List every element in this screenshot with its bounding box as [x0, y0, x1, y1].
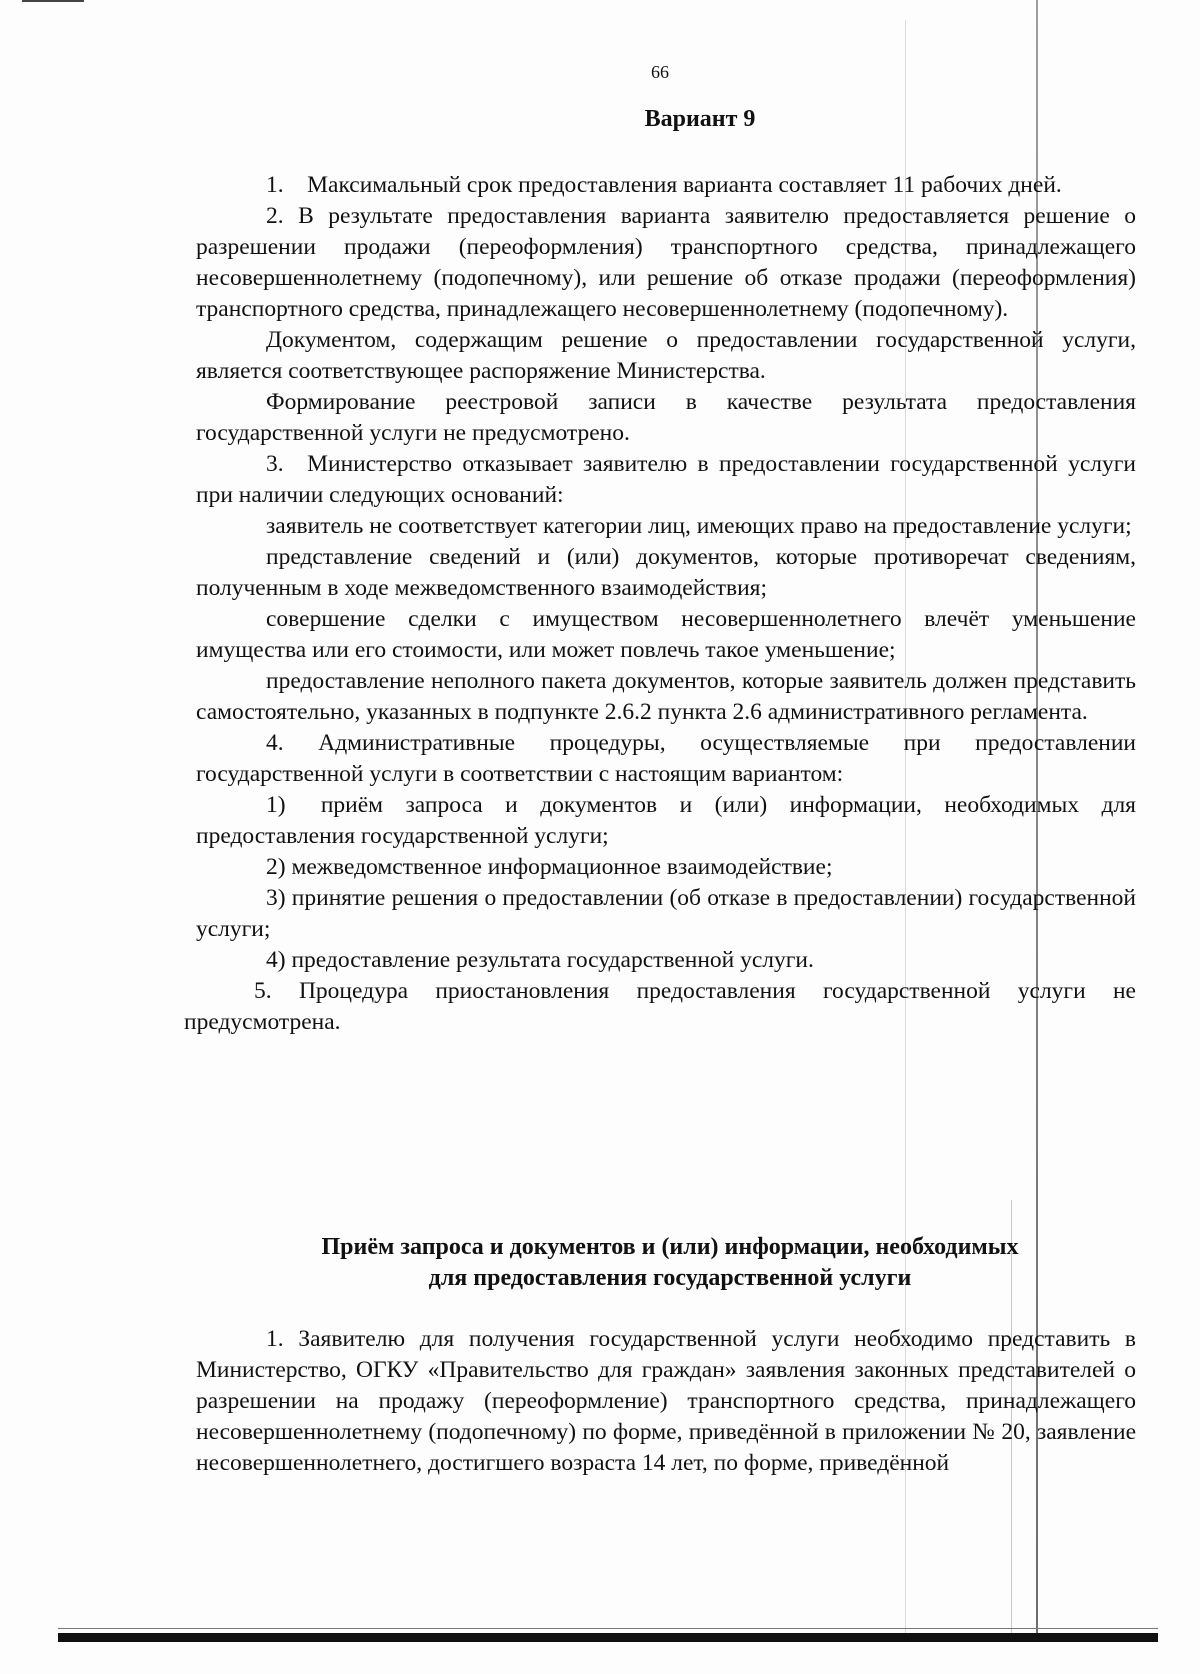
paragraph: 3. Министерство отказывает заявителю в предоставлении государственной услуги при наличии следующих оснований: [196, 451, 1136, 508]
paragraph: предоставление неполного пакета документов, которые заявитель должен представить самостоятельно, указанных в подпункте 2.6.2 пункта 2.6 административного регламента. [196, 668, 1136, 725]
section-heading [200, 1232, 1140, 1294]
paragraph: 4) предоставление результата государственной услуги. [266, 947, 814, 973]
paragraph: заявитель не соответствует категории лиц, имеющих право на предоставление услуги; [266, 513, 1132, 539]
section-heading-line: Приём запроса и документов и (или) информации, необходимых [321, 1234, 1019, 1260]
document-body [184, 170, 1136, 1038]
page-number: 66 [651, 62, 669, 82]
paragraph: 2) межведомственное информационное взаимодействие; [266, 854, 833, 880]
paragraph: 4. Административные процедуры, осуществляемые при предоставлении государственной услуги в соответствии с настоящим вариантом: [196, 730, 1136, 787]
paragraph: 1) приём запроса и документов и (или) информации, необходимых для предоставления государственной услуги; [196, 792, 1136, 849]
section-heading-line: для предоставления государственной услуги [428, 1265, 912, 1291]
paragraph: представление сведений и (или) документов, которые противоречат сведениям, полученным в ходе межведомственного взаимодействия; [196, 544, 1136, 601]
paragraph: 3) принятие решения о предоставлении (об отказе в предоставлении) государственной услуги; [196, 885, 1136, 942]
paragraph: Документом, содержащим решение о предоставлении государственной услуги, является соответствующее распоряжение Министерства. [196, 327, 1136, 384]
paragraph: совершение сделки с имуществом несовершеннолетнего влечёт уменьшение имущества или его стоимости, или может повлечь такое уменьшение; [196, 606, 1136, 663]
scan-artifact-top [22, 0, 84, 2]
page-title: Вариант 9 [644, 106, 756, 132]
paragraph: 5. Процедура приостановления предоставления государственной услуги не предусмотрена. [184, 978, 1136, 1035]
scan-artifact-bottom [58, 1628, 1158, 1629]
paragraph: 2. В результате предоставления варианта заявителю предоставляется решение о разрешении продажи (переоформления) транспортного средства, принадлежащего несовершеннолетнему (подопечному), или решение об отказе продажи (переоформления) транспортного средства, принадлежащего несовершеннолетнему (подопечному). [196, 203, 1136, 322]
paragraph: 1. Максимальный срок предоставления варианта составляет 11 рабочих дней. [266, 172, 1062, 198]
scan-artifact-bottom [58, 1633, 1158, 1642]
paragraph: Формирование реестровой записи в качестве результата предоставления государственной услуги не предусмотрено. [196, 389, 1136, 446]
paragraph: 1. Заявителю для получения государственной услуги необходимо представить в Министерство, ОГКУ «Правительство для граждан» заявления законных представителей о разрешении на продажу (переоформление) транспортного средства, принадлежащего несовершеннолетнему (подопечному) по форме, приведённой в приложении № 20, заявление несовершеннолетнего, достигшего возраста 14 лет, по форме, приведённой [196, 1326, 1136, 1476]
section-body [196, 1324, 1136, 1479]
